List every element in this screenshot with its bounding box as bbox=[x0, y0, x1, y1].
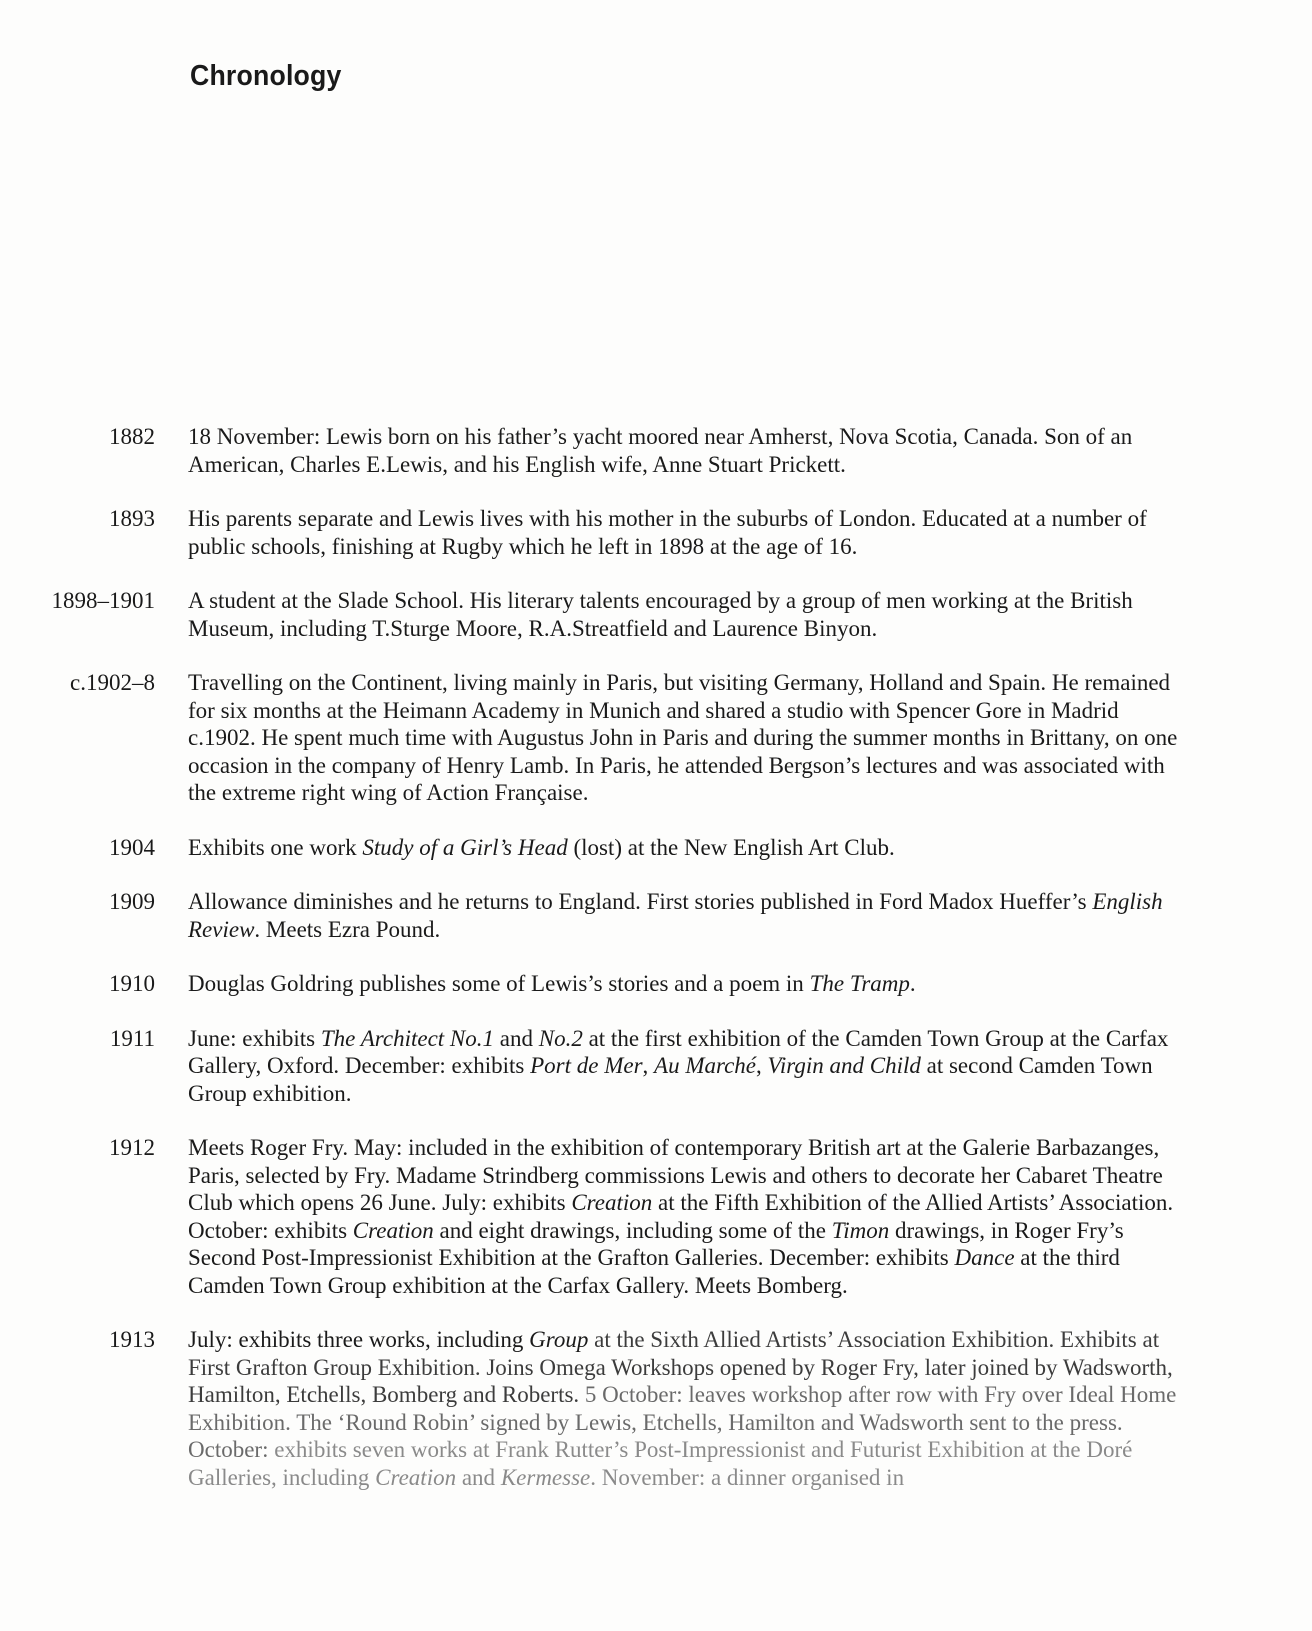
text-run: , bbox=[642, 1053, 655, 1078]
italic-title: Group bbox=[529, 1327, 589, 1352]
chronology-entry bbox=[0, 423, 1312, 478]
text-run: and bbox=[494, 1025, 539, 1051]
entry-text bbox=[188, 669, 1188, 807]
chronology-list bbox=[0, 423, 1312, 1491]
page-title: Chronology bbox=[190, 60, 342, 92]
text-run: 18 November: Lewis born on his father’s yacht moored near Amherst, Nova Scotia, Canada. Son of an American, Charles E.Lewis, and his English wife, Anne Stuart Prickett. bbox=[188, 424, 1133, 477]
entry-year: 1904 bbox=[109, 834, 155, 860]
text-run: at second Camden Town Group exhibition. bbox=[188, 1053, 1153, 1106]
italic-title: Au Marché bbox=[654, 1053, 757, 1078]
text-run: Allowance diminishes and he returns to England. First stories published in Ford Madox Hueffer’s bbox=[188, 889, 1093, 914]
text-run: Travelling on the Continent, living mainly in Paris, but visiting Germany, Holland and Spain. He remained for six months at the Heimann Academy in Munich and shared a studio with Spencer Gore in Madrid c.1902. He spent much time with Augustus John in Paris and during the summer months in Brittany, on one occasion in the company of Henry Lamb. In Paris, he attended Bergson’s lectures and was associated with the extreme right wing of Action Française. bbox=[188, 670, 1178, 805]
chronology-entry bbox=[0, 970, 1312, 998]
italic-title: Dance bbox=[954, 1245, 1015, 1270]
italic-title: The Architect No.1 bbox=[320, 1025, 495, 1051]
text-run: at the Fifth Exhibition of the Allied Artists’ Association. October: exhibits bbox=[188, 1190, 1174, 1243]
entry-text bbox=[188, 587, 1188, 642]
chronology-entry bbox=[0, 834, 1312, 862]
entry-year: 1893 bbox=[109, 506, 155, 531]
entry-year: 1909 bbox=[109, 889, 155, 914]
text-run: . November: a dinner organised in bbox=[590, 1464, 905, 1490]
entry-year: c.1902–8 bbox=[70, 670, 155, 695]
italic-title: Port de Mer bbox=[530, 1053, 643, 1078]
italic-title: Creation bbox=[571, 1190, 653, 1215]
italic-title: Virgin and Child bbox=[767, 1053, 921, 1078]
text-run: His parents separate and Lewis lives with his mother in the suburbs of London. Educated at a number of public schools, finishing at Rugby which he left in 1898 at the age of 16. bbox=[188, 506, 1147, 559]
entry-year: 1898–1901 bbox=[51, 588, 155, 613]
entry-text bbox=[188, 1134, 1188, 1299]
entry-year: 1912 bbox=[109, 1135, 155, 1160]
text-run: (lost) at the New English Art Club. bbox=[567, 834, 895, 860]
italic-title: Study of a Girl’s Head bbox=[362, 834, 568, 860]
italic-title: English Review bbox=[188, 889, 1163, 942]
text-run: , bbox=[756, 1053, 768, 1078]
text-run: . Meets Ezra Pound. bbox=[254, 916, 441, 942]
italic-title: Creation bbox=[375, 1464, 457, 1490]
text-run: drawings, in Roger Fry’s Second Post-Impressionist Exhibition at the Grafton Galleries. December: exhibits bbox=[188, 1217, 1124, 1270]
text-run: . bbox=[909, 971, 916, 996]
entry-text bbox=[188, 1025, 1188, 1108]
text-run: Douglas Goldring publishes some of Lewis’s stories and a poem in bbox=[188, 971, 810, 996]
chronology-entry bbox=[0, 1025, 1312, 1108]
entry-year: 1882 bbox=[109, 424, 155, 449]
entry-text bbox=[188, 423, 1188, 478]
entry-year: 1911 bbox=[109, 1025, 155, 1051]
chronology-entry bbox=[0, 1134, 1312, 1299]
chronology-entry bbox=[0, 587, 1312, 642]
italic-title: The Tramp bbox=[809, 971, 910, 996]
text-run: at the third Camden Town Group exhibition at the Carfax Gallery. Meets Bomberg. bbox=[188, 1245, 1120, 1298]
text-run: A student at the Slade School. His literary talents encouraged by a group of men working at the British Museum, including T.Sturge Moore, R.A.Streatfield and Laurence Binyon. bbox=[188, 588, 1133, 641]
italic-title: No.2 bbox=[538, 1025, 583, 1051]
italic-title: Kermesse bbox=[500, 1464, 591, 1490]
text-run: 5 October: leaves workshop after row with Fry over Ideal Home Exhibition. The ‘Round Robin’ signed by Lewis, Etchells, Hamilton and Wadsworth sent to the press. October: bbox=[188, 1382, 1177, 1462]
italic-title: Timon bbox=[831, 1217, 890, 1243]
text-run: and bbox=[456, 1464, 501, 1490]
chronology-entry bbox=[0, 1326, 1312, 1491]
entry-text bbox=[188, 505, 1188, 560]
text-run: at the first exhibition of the Camden Town Group at the Carfax Gallery, Oxford. December: exhibits bbox=[188, 1025, 1169, 1078]
text-run: exhibits seven works at Frank Rutter’s Post-Impressionist and Futurist Exhibition at the Doré Galleries, including bbox=[188, 1437, 1133, 1490]
entry-text bbox=[188, 1326, 1188, 1491]
text-run: Meets Roger Fry. May: included in the exhibition of contemporary British art at the Galerie Barbazanges, Paris, selected by Fry. Madame Strindberg commissions Lewis and others to decorate her Cabaret Theatre Club which opens 26 June. July: exhibits bbox=[188, 1135, 1163, 1215]
text-run: and eight drawings, including some of the bbox=[433, 1217, 832, 1243]
entry-text bbox=[188, 970, 1188, 998]
text-run: July: exhibits three works, including bbox=[188, 1327, 530, 1352]
chronology-entry bbox=[0, 888, 1312, 943]
entry-text bbox=[188, 834, 1188, 862]
text-run: at the Sixth Allied Artists’ Association Exhibition. Exhibits at First Grafton Group Exhibition. Joins Omega Workshops opened by Roger Fry, later joined by Wadsworth, Hamilton, Etchells, Bomberg and Roberts. bbox=[188, 1327, 1173, 1407]
text-run: Exhibits one work bbox=[188, 834, 363, 860]
entry-year: 1910 bbox=[109, 971, 155, 996]
text-run: June: exhibits bbox=[188, 1025, 321, 1051]
entry-text bbox=[188, 888, 1188, 943]
italic-title: Creation bbox=[352, 1217, 434, 1243]
chronology-entry bbox=[0, 669, 1312, 807]
entry-year: 1913 bbox=[109, 1327, 155, 1352]
chronology-entry bbox=[0, 505, 1312, 560]
